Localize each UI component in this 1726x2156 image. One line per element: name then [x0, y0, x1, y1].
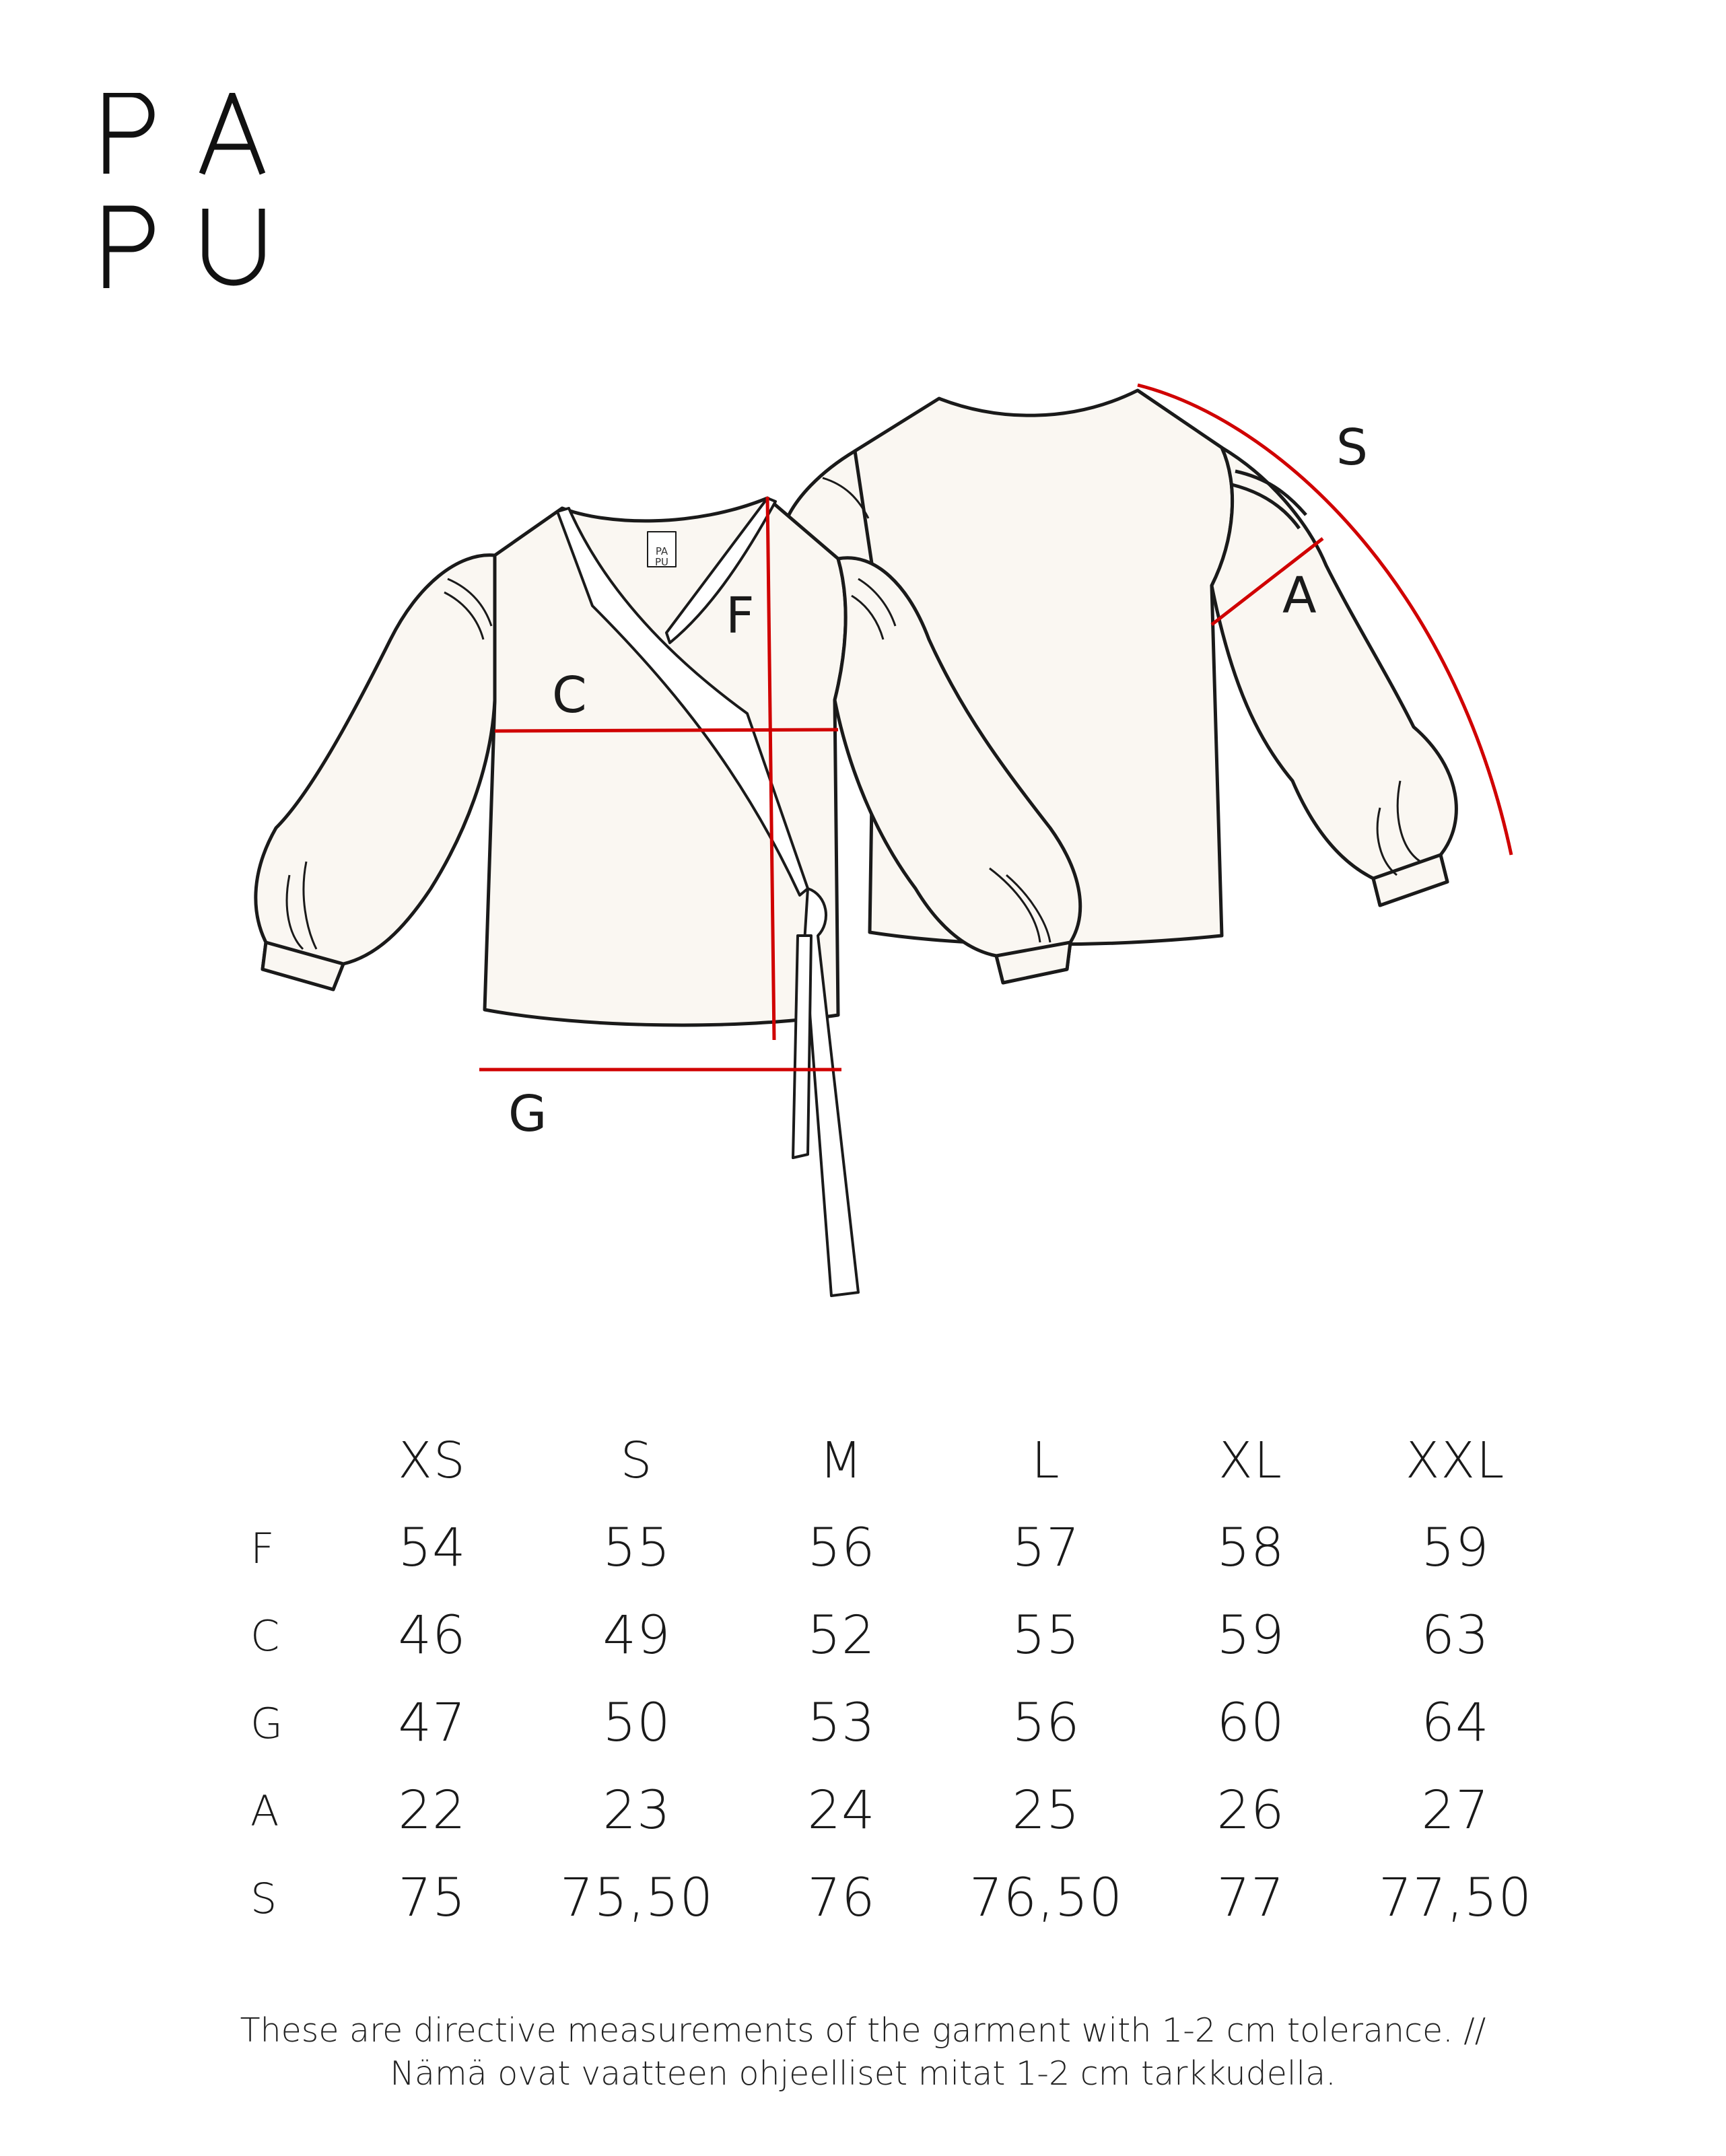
table-cell: 59	[1421, 1518, 1490, 1578]
table-cell: 53	[807, 1693, 876, 1753]
table-row	[202, 1854, 1558, 1942]
table-cell: 26	[1216, 1780, 1285, 1841]
table-cell: 59	[1216, 1605, 1285, 1666]
neck-label-text: PA	[655, 545, 668, 557]
table-cell: 76,50	[969, 1868, 1124, 1928]
label-s: S	[1336, 419, 1368, 477]
size-header: XS	[398, 1432, 467, 1490]
table-corner	[202, 1417, 330, 1504]
table-cell: 22	[398, 1780, 467, 1841]
table-cell: 24	[807, 1780, 876, 1841]
footnote-line-finnish: Nämä ovat vaatteen ohjeelliset mitat 1-2 cm tarkkudella.	[390, 2054, 1336, 2093]
row-label: A	[250, 1786, 279, 1836]
table-cell: 77,50	[1378, 1868, 1533, 1928]
table-cell: 23	[602, 1780, 671, 1841]
size-header: XXL	[1405, 1432, 1506, 1490]
garment-illustration	[0, 363, 1726, 1319]
label-g: G	[508, 1085, 547, 1143]
table-cell: 77	[1216, 1868, 1285, 1928]
table-cell: 56	[807, 1518, 876, 1578]
table-cell: 49	[602, 1605, 671, 1666]
row-label: C	[250, 1611, 280, 1661]
table-cell: 57	[1012, 1518, 1080, 1578]
row-label: S	[250, 1873, 277, 1923]
table-cell: 76	[807, 1868, 876, 1928]
table-cell: 27	[1421, 1780, 1490, 1841]
garment-drawing	[0, 363, 1726, 1319]
table-cell: 47	[398, 1693, 467, 1753]
table-cell: 25	[1012, 1780, 1080, 1841]
table-cell: 55	[1012, 1605, 1080, 1666]
table-cell: 75	[398, 1868, 467, 1928]
footnote-line-english: These are directive measurements of the garment with 1-2 cm tolerance. //	[240, 2011, 1486, 2050]
neck-label-text: PU	[654, 556, 669, 568]
table-row	[202, 1592, 1558, 1679]
size-header-row	[202, 1417, 1558, 1504]
label-f: F	[726, 587, 755, 645]
table-cell: 58	[1216, 1518, 1285, 1578]
table-cell: 46	[398, 1605, 467, 1666]
measurement-footnote	[0, 2009, 1726, 2095]
table-cell: 50	[602, 1693, 671, 1753]
row-label: F	[250, 1523, 275, 1573]
papu-logo-mark	[101, 93, 303, 295]
table-cell: 63	[1421, 1605, 1490, 1666]
label-a: A	[1282, 567, 1317, 625]
row-label: G	[250, 1698, 283, 1748]
table-cell: 55	[602, 1518, 671, 1578]
table-cell: 56	[1012, 1693, 1080, 1753]
table-cell: 54	[398, 1518, 467, 1578]
size-chart-table	[202, 1417, 1558, 1942]
table-cell: 75,50	[559, 1868, 714, 1928]
measure-line-c	[495, 730, 838, 731]
table-row	[202, 1767, 1558, 1854]
table-row	[202, 1679, 1558, 1767]
table-cell: 52	[807, 1605, 876, 1666]
table-cell: 64	[1421, 1693, 1490, 1753]
size-header: M	[819, 1432, 864, 1490]
size-header: L	[1031, 1432, 1061, 1490]
size-header: XL	[1218, 1432, 1283, 1490]
papu-logo	[101, 93, 303, 295]
table-cell: 60	[1216, 1693, 1285, 1753]
size-header: S	[620, 1432, 654, 1490]
label-c: C	[552, 666, 587, 724]
table-row	[202, 1504, 1558, 1592]
